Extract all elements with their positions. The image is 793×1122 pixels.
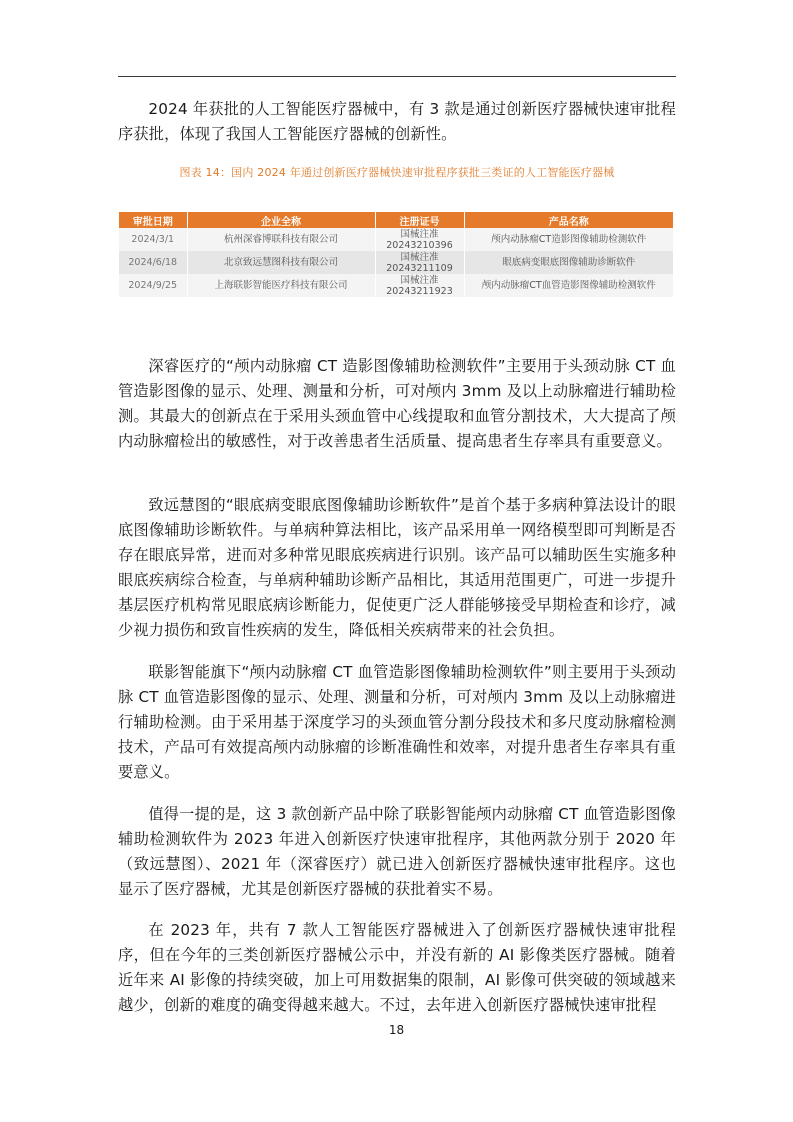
cell-company-name: 上海联影智能医疗科技有限公司 — [187, 274, 375, 297]
approval-table — [119, 212, 673, 297]
header-company-name: 企业全称 — [187, 212, 375, 228]
table-header-row — [119, 212, 673, 228]
registration-prefix: 国械注准 — [400, 251, 439, 263]
cell-product-name: 颅内动脉瘤CT血管造影图像辅助检测软件 — [464, 274, 673, 297]
header-rule — [118, 76, 676, 77]
cell-product-name: 颅内动脉瘤CT造影图像辅助检测软件 — [464, 228, 673, 251]
body-paragraph: 值得一提的是，这 3 款创新产品中除了联影智能颅内动脉瘤 CT 血管造影图像辅助检测软件为 2023 年进入创新医疗快速审批程序，其他两款分别于 2020 年（致远慧图）、2021 年（深睿医疗）就已进入创新医疗器械快速审批程序。这也显示了医疗器械，尤其是创新医疗器械的获批着实不易。 — [118, 805, 676, 898]
body-paragraph: 致远慧图的“眼底病变眼底图像辅助诊断软件”是首个基于多病种算法设计的眼底图像辅助诊断软件。与单病种算法相比，该产品采用单一网络模型即可判断是否存在眼底异常，进而对多种常见眼底疾病进行识别。该产品可以辅助医生实施多种眼底疾病综合检查，与单病种辅助诊断产品相比，其适用范围更广，可进一步提升基层医疗机构常见眼底病诊断能力，促使更广泛人群能够接受早期检查和诊疗，减少视力损伤和致盲性疾病的发生，降低相关疾病带来的社会负担。 — [118, 496, 676, 639]
body-paragraph: 2024 年获批的人工智能医疗器械中，有 3 款是通过创新医疗器械快速审批程序获批，体现了我国人工智能医疗器械的创新性。 — [118, 100, 676, 143]
table-row — [119, 228, 673, 251]
cell-company-name: 北京致远慧图科技有限公司 — [187, 251, 375, 274]
body-paragraph: 深睿医疗的“颅内动脉瘤 CT 造影图像辅助检测软件”主要用于头颈动脉 CT 血管造影图像的显示、处理、测量和分析，可对颅内 3mm 及以上动脉瘤进行辅助检测。其最大的创新点在于采用头颈血管中心线提取和血管分割技术，大大提高了颅内动脉瘤检出的敏感性，对于改善患者生活质量、提高患者生存率具有重要意义。 — [118, 357, 676, 450]
cell-registration-no — [375, 228, 464, 251]
page-number: 18 — [388, 1023, 405, 1037]
cell-approval-date: 2024/6/18 — [119, 251, 187, 274]
cell-company-name: 杭州深睿博联科技有限公司 — [187, 228, 375, 251]
registration-prefix: 国械注准 — [400, 228, 439, 240]
registration-prefix: 国械注准 — [400, 274, 439, 286]
registration-number: 20243211109 — [386, 262, 453, 274]
table-row — [119, 251, 673, 274]
registration-number: 20243210396 — [386, 239, 453, 251]
body-paragraph: 联影智能旗下“颅内动脉瘤 CT 血管造影图像辅助检测软件”则主要用于头颈动脉 CT 血管造影图像的显示、处理、测量和分析，可对颅内 3mm 及以上动脉瘤进行辅助检测。由于采用基于深度学习的头颈血管分割分段技术和多尺度动脉瘤检测技术，产品可有效提高颅内动脉瘤的诊断准确性和效率，对提升患者生存率具有重要意义。 — [118, 663, 676, 781]
cell-approval-date: 2024/9/25 — [119, 274, 187, 297]
cell-approval-date: 2024/3/1 — [119, 228, 187, 251]
header-approval-date: 审批日期 — [119, 212, 187, 228]
table-row — [119, 274, 673, 297]
body-paragraph: 在 2023 年，共有 7 款人工智能医疗器械进入了创新医疗器械快速审批程序，但在今年的三类创新医疗器械公示中，并没有新的 AI 影像类医疗器械。随着近年来 AI 影像的持续突破，加上可用数据集的限制，AI 影像可供突破的领域越来越少，创新的难度的确变得越来越大。不过，去年进入创新医疗器械快速审批程 — [118, 921, 676, 1014]
table-caption: 图表 14：国内 2024 年通过创新医疗器械快速审批程序获批三类证的人工智能医疗器械 — [179, 166, 615, 179]
cell-registration-no — [375, 274, 464, 297]
registration-number: 20243211923 — [386, 285, 453, 297]
header-registration-no: 注册证号 — [375, 212, 464, 228]
cell-product-name: 眼底病变眼底图像辅助诊断软件 — [464, 251, 673, 274]
header-product-name: 产品名称 — [464, 212, 673, 228]
cell-registration-no — [375, 251, 464, 274]
